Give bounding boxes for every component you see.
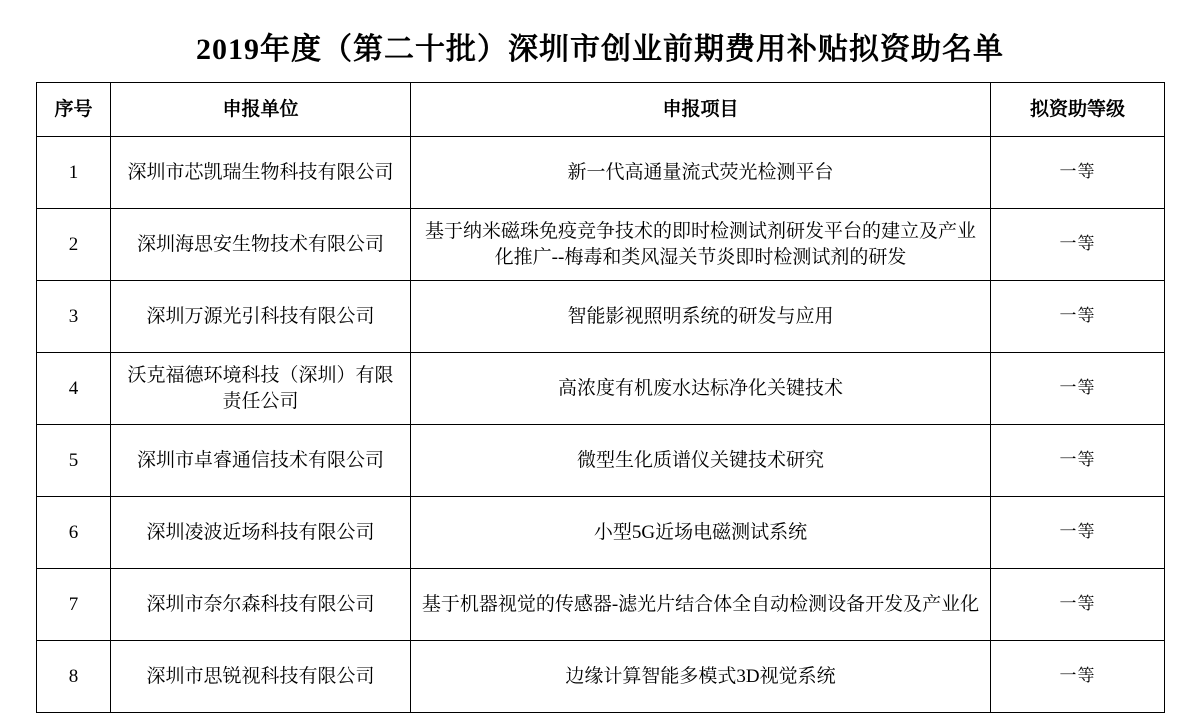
grant-list-table	[36, 82, 1165, 713]
cell-org: 深圳海思安生物技术有限公司	[111, 209, 411, 281]
cell-project: 高浓度有机废水达标净化关键技术	[411, 353, 991, 425]
table-row	[37, 281, 1165, 353]
cell-level: 一等	[991, 353, 1165, 425]
cell-project: 智能影视照明系统的研发与应用	[411, 281, 991, 353]
cell-org: 深圳市思锐视科技有限公司	[111, 641, 411, 713]
cell-project: 新一代高通量流式荧光检测平台	[411, 137, 991, 209]
column-header-project: 申报项目	[411, 83, 991, 137]
cell-level: 一等	[991, 569, 1165, 641]
cell-level: 一等	[991, 641, 1165, 713]
table-row	[37, 569, 1165, 641]
cell-index: 6	[37, 497, 111, 569]
cell-project: 基于机器视觉的传感器-滤光片结合体全自动检测设备开发及产业化	[411, 569, 991, 641]
cell-org: 深圳市卓睿通信技术有限公司	[111, 425, 411, 497]
column-header-org: 申报单位	[111, 83, 411, 137]
cell-project: 小型5G近场电磁测试系统	[411, 497, 991, 569]
cell-level: 一等	[991, 497, 1165, 569]
column-header-index: 序号	[37, 83, 111, 137]
cell-project: 微型生化质谱仪关键技术研究	[411, 425, 991, 497]
cell-level: 一等	[991, 137, 1165, 209]
cell-project: 基于纳米磁珠免疫竞争技术的即时检测试剂研发平台的建立及产业化推广--梅毒和类风湿关节炎即时检测试剂的研发	[411, 209, 991, 281]
table-row	[37, 425, 1165, 497]
cell-org: 深圳万源光引科技有限公司	[111, 281, 411, 353]
cell-project: 边缘计算智能多模式3D视觉系统	[411, 641, 991, 713]
table-row	[37, 641, 1165, 713]
cell-index: 3	[37, 281, 111, 353]
cell-org: 深圳市奈尔森科技有限公司	[111, 569, 411, 641]
table-header-row	[37, 83, 1165, 137]
cell-index: 2	[37, 209, 111, 281]
cell-org: 深圳市芯凯瑞生物科技有限公司	[111, 137, 411, 209]
cell-index: 4	[37, 353, 111, 425]
cell-index: 8	[37, 641, 111, 713]
table-row	[37, 137, 1165, 209]
cell-org: 深圳凌波近场科技有限公司	[111, 497, 411, 569]
table-body	[37, 137, 1165, 713]
table-header	[37, 83, 1165, 137]
cell-level: 一等	[991, 425, 1165, 497]
cell-index: 5	[37, 425, 111, 497]
page-title: 2019年度（第二十批）深圳市创业前期费用补贴拟资助名单	[196, 33, 1004, 66]
column-header-level: 拟资助等级	[991, 83, 1165, 137]
table-row	[37, 209, 1165, 281]
cell-index: 1	[37, 137, 111, 209]
cell-index: 7	[37, 569, 111, 641]
cell-level: 一等	[991, 209, 1165, 281]
cell-org: 沃克福德环境科技（深圳）有限责任公司	[111, 353, 411, 425]
table-row	[37, 353, 1165, 425]
cell-level: 一等	[991, 281, 1165, 353]
table-container	[0, 82, 1200, 713]
table-row	[37, 497, 1165, 569]
